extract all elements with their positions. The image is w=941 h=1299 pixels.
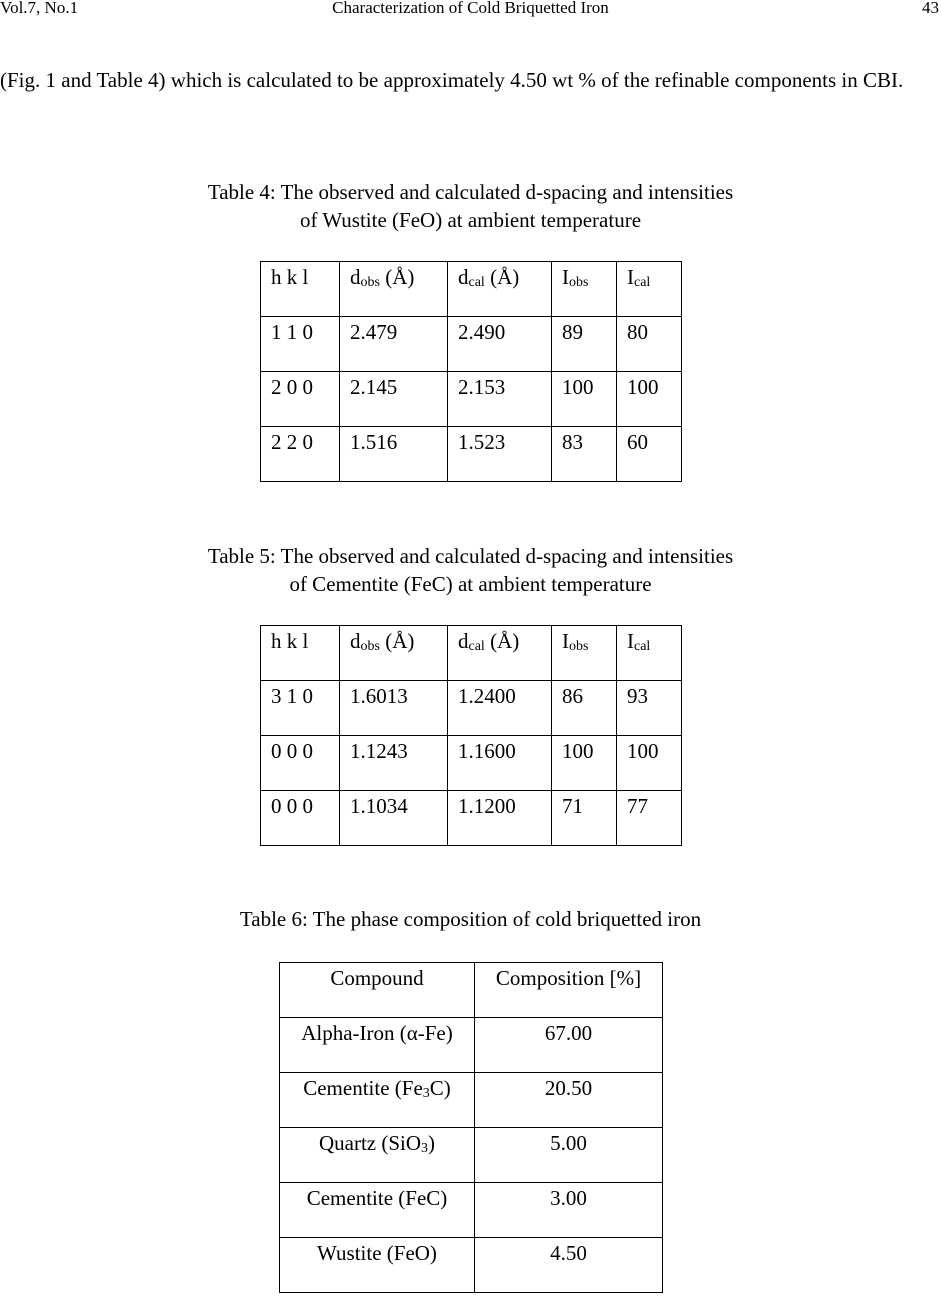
composition-cell: 67.00 xyxy=(475,1018,663,1073)
table6-caption xyxy=(0,905,941,933)
table-cell: 100 xyxy=(617,372,682,427)
table6-caption-line: Table 6: The phase composition of cold briquetted iron xyxy=(239,907,702,931)
table-row xyxy=(261,427,682,482)
header-d-obs: $d_{obs}$ (Å) xyxy=(340,626,448,681)
table4-caption-line2: of Wustite (FeO) at ambient temperature xyxy=(299,208,642,232)
table-cell: 80 xyxy=(617,317,682,372)
table5-caption-line1: Table 5: The observed and calculated d-spacing and intensities xyxy=(207,544,734,568)
table-cell: 1.516 xyxy=(340,427,448,482)
table-cell: 1.1243 xyxy=(340,736,448,791)
table-row xyxy=(280,1183,663,1238)
table-cell: 1.1600 xyxy=(448,736,552,791)
table-cell: 2.479 xyxy=(340,317,448,372)
compound-cell: Cementite $(Fe_3C)$ xyxy=(280,1073,475,1128)
table-row xyxy=(261,791,682,846)
header-i-obs: $I_{obs}$ xyxy=(552,626,617,681)
table-row xyxy=(261,317,682,372)
table-row xyxy=(261,736,682,791)
running-header xyxy=(0,0,941,22)
header-d-obs: $d_{obs}$ (Å) xyxy=(340,262,448,317)
table6 xyxy=(279,962,663,1293)
composition-cell: 4.50 xyxy=(475,1238,663,1293)
table-cell: 2.490 xyxy=(448,317,552,372)
table-cell: 1.2400 xyxy=(448,681,552,736)
table-cell: 100 xyxy=(552,736,617,791)
table-cell: 83 xyxy=(552,427,617,482)
table-row xyxy=(280,1128,663,1183)
table-cell: 0 0 0 xyxy=(261,791,340,846)
table-cell: 1.1034 xyxy=(340,791,448,846)
table-row xyxy=(261,372,682,427)
table-cell: 89 xyxy=(552,317,617,372)
header-hkl: h k l xyxy=(261,626,340,681)
compound-cell: Quartz (SiO$_3$) xyxy=(280,1128,475,1183)
header-composition: Composition [%] xyxy=(475,963,663,1018)
table-cell: 2.153 xyxy=(448,372,552,427)
table-cell: 2 2 0 xyxy=(261,427,340,482)
table-header-row xyxy=(261,626,682,681)
table-cell: 0 0 0 xyxy=(261,736,340,791)
table-row xyxy=(261,681,682,736)
table-cell: 60 xyxy=(617,427,682,482)
volume-label: Vol.7, No.1 xyxy=(0,0,79,17)
header-i-obs: $I_{obs}$ xyxy=(552,262,617,317)
running-title: Characterization of Cold Briquetted Iron xyxy=(332,0,609,17)
table4 xyxy=(260,261,682,482)
header-d-cal: $d_{cal}$ (Å) xyxy=(448,626,552,681)
table4-caption xyxy=(0,178,941,234)
compound-cell: Cementite (FeC) xyxy=(280,1183,475,1238)
table4-caption-line1: Table 4: The observed and calculated d-spacing and intensities xyxy=(207,180,734,204)
compound-cell: Wustite (FeO) xyxy=(280,1238,475,1293)
header-hkl: h k l xyxy=(261,262,340,317)
table-cell: 1.1200 xyxy=(448,791,552,846)
body-paragraph: (Fig. 1 and Table 4) which is calculated to be approximately 4.50 wt % of the refinable components in CBI. xyxy=(0,68,904,92)
table5-caption xyxy=(0,542,941,598)
table5-caption-line2: of Cementite (FeC) at ambient temperature xyxy=(289,572,652,596)
composition-cell: 20.50 xyxy=(475,1073,663,1128)
table-cell: 77 xyxy=(617,791,682,846)
table-row xyxy=(280,1238,663,1293)
table-cell: 1.6013 xyxy=(340,681,448,736)
header-i-cal: $I_{cal}$ xyxy=(617,626,682,681)
composition-cell: 3.00 xyxy=(475,1183,663,1238)
table-cell: 71 xyxy=(552,791,617,846)
table-header-row xyxy=(280,963,663,1018)
table-cell: 1 1 0 xyxy=(261,317,340,372)
header-d-cal: $d_{cal}$ (Å) xyxy=(448,262,552,317)
table-cell: 100 xyxy=(552,372,617,427)
header-i-cal: $I_{cal}$ xyxy=(617,262,682,317)
table-cell: 1.523 xyxy=(448,427,552,482)
table-cell: 2.145 xyxy=(340,372,448,427)
table5 xyxy=(260,625,682,846)
table-cell: 100 xyxy=(617,736,682,791)
page-number: 43 xyxy=(922,0,939,17)
table-row xyxy=(280,1018,663,1073)
compound-cell: Alpha-Iron (α-Fe) xyxy=(280,1018,475,1073)
composition-cell: 5.00 xyxy=(475,1128,663,1183)
table-cell: 93 xyxy=(617,681,682,736)
table-cell: 86 xyxy=(552,681,617,736)
table-cell: 3 1 0 xyxy=(261,681,340,736)
table-header-row xyxy=(261,262,682,317)
header-compound: Compound xyxy=(280,963,475,1018)
table-cell: 2 0 0 xyxy=(261,372,340,427)
table-row xyxy=(280,1073,663,1128)
